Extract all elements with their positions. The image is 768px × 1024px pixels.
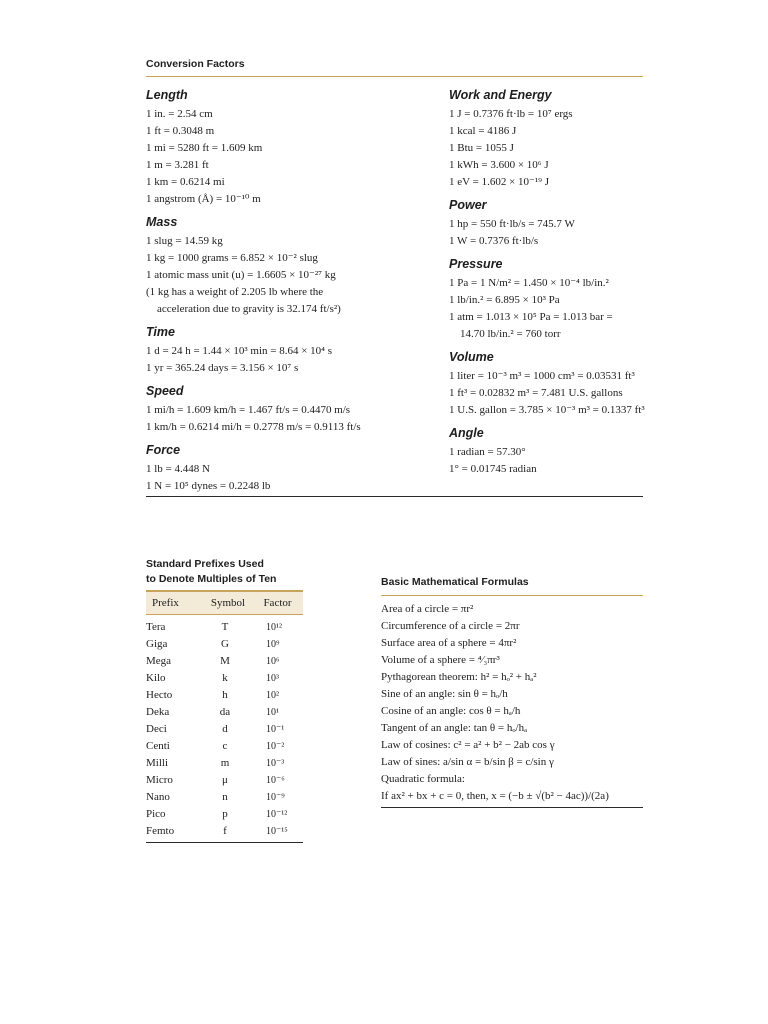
section-time (146, 323, 436, 377)
prefix-cell: Kilo (146, 672, 166, 684)
symbol-cell: T (221, 621, 229, 633)
prefix-cell: Mega (146, 655, 172, 667)
section-angle (449, 424, 649, 478)
symbol-cell: p (222, 808, 228, 820)
conversion-line: 1 Btu = 1055 J (449, 142, 514, 154)
header-factor: Factor (263, 597, 292, 609)
formula-line: Law of sines: a/sin α = b/sin β = c/sin γ (381, 756, 554, 768)
symbol-cell: μ (222, 774, 228, 786)
conversion-line: (1 kg has a weight of 2.205 lb where the (146, 286, 324, 298)
formula-line: Quadratic formula: (381, 773, 465, 785)
conversion-line: acceleration due to gravity is 32.174 ft/s²) (157, 303, 341, 315)
formula-line: If ax² + bx + c = 0, then, x = (−b ± √(b² − 4ac))/(2a) (381, 790, 609, 802)
formula-line: Cosine of an angle: cos θ = hₐ/h (381, 705, 521, 717)
section-volume (449, 348, 649, 419)
conversion-line: 1 kg = 1000 grams = 6.852 × 10⁻² slug (146, 252, 318, 264)
factor-cell: 10³ (266, 673, 279, 684)
factor-cell: 10² (266, 690, 279, 701)
table-row (146, 704, 303, 721)
section-pressure (449, 255, 649, 343)
conversion-bottom-rule (146, 496, 643, 497)
prefix-title-line-1: Standard Prefixes Used (146, 558, 264, 570)
conversion-line: 1 km/h = 0.6214 mi/h = 0.2778 m/s = 0.9113 ft/s (146, 421, 361, 433)
prefix-cell: Centi (146, 740, 170, 752)
symbol-cell: c (222, 740, 228, 752)
table-row (146, 789, 303, 806)
section-power (449, 196, 649, 250)
prefix-table-title (146, 557, 276, 587)
section-heading: Angle (449, 426, 484, 440)
conversion-line: 1 in. = 2.54 cm (146, 108, 213, 120)
conversion-line: 1 km = 0.6214 mi (146, 176, 225, 188)
conversion-line: 1 d = 24 h = 1.44 × 10³ min = 8.64 × 10⁴ s (146, 345, 333, 357)
conversion-line: 1 angstrom (Å) = 10⁻¹⁰ m (146, 193, 261, 205)
table-row (146, 755, 303, 772)
conversion-line: 1 radian = 57.30° (449, 446, 526, 458)
prefix-table-header (146, 592, 303, 614)
factor-cell: 10¹² (266, 622, 282, 633)
factor-cell: 10⁻¹⁵ (266, 826, 288, 837)
conversion-line: 1 mi/h = 1.609 km/h = 1.467 ft/s = 0.4470 m/s (146, 404, 351, 416)
symbol-cell: da (219, 706, 231, 718)
conversion-line: 1 atm = 1.013 × 10⁵ Pa = 1.013 bar = (449, 311, 613, 323)
formulas-bottom-rule (381, 807, 643, 808)
section-heading: Length (146, 88, 188, 102)
section-heading: Work and Energy (449, 88, 552, 102)
conversion-line: 1 mi = 5280 ft = 1.609 km (146, 142, 263, 154)
formula-line: Circumference of a circle = 2πr (381, 620, 520, 632)
formula-line: Pythagorean theorem: h² = hₒ² + hₐ² (381, 671, 537, 683)
conversion-line: 1 U.S. gallon = 3.785 × 10⁻³ m³ = 0.1337 ft³ (449, 404, 645, 416)
factor-cell: 10¹ (266, 707, 279, 718)
prefix-cell: Giga (146, 638, 168, 650)
symbol-cell: m (220, 757, 230, 769)
section-heading: Power (449, 198, 487, 212)
prefix-table-header-rule (146, 614, 303, 615)
conversion-line: 1 eV = 1.602 × 10⁻¹⁹ J (449, 176, 550, 188)
conversion-line: 1 liter = 10⁻³ m³ = 1000 cm³ = 0.03531 ft³ (449, 370, 635, 382)
prefix-cell: Pico (146, 808, 166, 820)
table-row (146, 823, 303, 840)
symbol-cell: G (221, 638, 229, 650)
symbol-cell: f (223, 825, 227, 837)
section-force (146, 441, 436, 495)
factor-cell: 10⁻⁹ (266, 792, 285, 803)
prefix-title-line-2: to Denote Multiples of Ten (146, 573, 277, 585)
prefix-cell: Femto (146, 825, 175, 837)
conversion-line: 1 hp = 550 ft·lb/s = 745.7 W (449, 218, 575, 230)
conversion-line: 1 kWh = 3.600 × 10⁶ J (449, 159, 549, 171)
section-heading: Time (146, 325, 175, 339)
conversion-line: 1 yr = 365.24 days = 3.156 × 10⁷ s (146, 362, 299, 374)
symbol-cell: k (222, 672, 228, 684)
formulas-top-rule (381, 595, 643, 596)
table-row (146, 670, 303, 687)
prefix-cell: Tera (146, 621, 166, 633)
conversion-line: 1 J = 0.7376 ft·lb = 10⁷ ergs (449, 108, 573, 120)
factor-cell: 10⁻³ (266, 758, 285, 769)
section-heading: Pressure (449, 257, 503, 271)
conversion-line: 1 lb/in.² = 6.895 × 10³ Pa (449, 294, 560, 306)
conversion-line: 1 slug = 14.59 kg (146, 235, 223, 247)
prefix-cell: Milli (146, 757, 169, 769)
factor-cell: 10⁶ (266, 656, 280, 667)
formula-line: Volume of a sphere = ⁴⁄₃πr³ (381, 654, 500, 666)
factor-cell: 10⁹ (266, 639, 280, 650)
conversion-line: 1 N = 10⁵ dynes = 0.2248 lb (146, 480, 271, 492)
formula-line: Surface area of a sphere = 4πr² (381, 637, 517, 649)
header-symbol: Symbol (210, 597, 246, 609)
section-heading: Mass (146, 215, 178, 229)
factor-cell: 10⁻⁶ (266, 775, 285, 786)
formula-line: Sine of an angle: sin θ = hₒ/h (381, 688, 508, 700)
section-heading: Volume (449, 350, 494, 364)
section-mass (146, 213, 436, 318)
prefix-cell: Deka (146, 706, 170, 718)
table-row (146, 738, 303, 755)
prefix-cell: Nano (146, 791, 170, 803)
symbol-cell: M (220, 655, 230, 667)
conversion-line: 1 lb = 4.448 N (146, 463, 210, 475)
conversion-line: 1 atomic mass unit (u) = 1.6605 × 10⁻²⁷ kg (146, 269, 336, 281)
table-row (146, 619, 303, 636)
conversion-line: 1° = 0.01745 radian (449, 463, 537, 475)
factor-cell: 10⁻¹ (266, 724, 285, 735)
header-prefix: Prefix (152, 597, 179, 609)
conversion-right-column (449, 86, 649, 483)
table-row (146, 806, 303, 823)
table-row (146, 636, 303, 653)
prefix-cell: Deci (146, 723, 167, 735)
section-length (146, 86, 436, 208)
prefix-table-body (146, 619, 303, 840)
prefix-table (146, 590, 303, 843)
section-speed (146, 382, 436, 436)
conversion-line: 1 kcal = 4186 J (449, 125, 517, 137)
page-title: Conversion Factors (146, 58, 245, 70)
formula-line: Area of a circle = πr² (381, 603, 474, 615)
factor-cell: 10⁻¹² (266, 809, 288, 820)
factor-cell: 10⁻² (266, 741, 285, 752)
conversion-line: 14.70 lb/in.² = 760 torr (460, 328, 561, 340)
conversion-line: 1 Pa = 1 N/m² = 1.450 × 10⁻⁴ lb/in.² (449, 277, 609, 289)
symbol-cell: h (222, 689, 228, 701)
table-row (146, 772, 303, 789)
formulas-title: Basic Mathematical Formulas (381, 576, 529, 588)
table-row (146, 653, 303, 670)
conversion-line: 1 ft³ = 0.02832 m³ = 7.481 U.S. gallons (449, 387, 623, 399)
section-heading: Speed (146, 384, 184, 398)
formulas-list (381, 601, 643, 805)
conversion-line: 1 ft = 0.3048 m (146, 125, 215, 137)
title-rule (146, 76, 643, 77)
symbol-cell: n (222, 791, 228, 803)
symbol-cell: d (222, 723, 228, 735)
prefix-cell: Micro (146, 774, 173, 786)
table-row (146, 687, 303, 704)
prefix-cell: Hecto (146, 689, 173, 701)
formula-line: Tangent of an angle: tan θ = hₒ/hₐ (381, 722, 528, 734)
prefix-table-bottom-rule (146, 842, 303, 843)
conversion-line: 1 W = 0.7376 ft·lb/s (449, 235, 539, 247)
conversion-line: 1 m = 3.281 ft (146, 159, 209, 171)
formula-line: Law of cosines: c² = a² + b² − 2ab cos γ (381, 739, 555, 751)
section-heading: Force (146, 443, 181, 457)
conversion-left-column (146, 86, 436, 500)
section-work-and-energy (449, 86, 649, 191)
table-row (146, 721, 303, 738)
